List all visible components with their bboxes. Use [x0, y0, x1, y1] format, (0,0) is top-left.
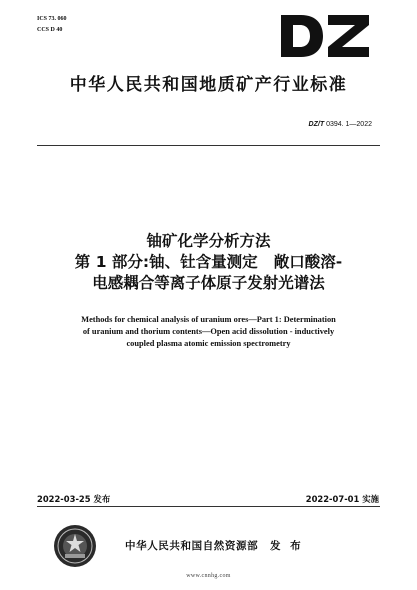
release-label: 发 布	[270, 540, 304, 552]
title-en-line-2: of uranium and thorium contents—Open acid dissolution - inductively	[82, 327, 335, 336]
title-zh-line-2: 第 1 部分:铀、钍含量测定 敞口酸溶-	[74, 253, 343, 271]
title-zh-line-3: 电感耦合等离子体原子发射光谱法	[92, 274, 325, 292]
dz-logo-letter-z	[328, 15, 369, 57]
title-zh-line-1: 铀矿化学分析方法	[146, 232, 271, 250]
ics-code: ICS 73. 060	[37, 16, 67, 22]
publish-date: 2022-03-25 发布	[37, 494, 111, 504]
implement-date: 2022-07-01 实施	[305, 494, 379, 504]
title-en-line-1: Methods for chemical analysis of uranium ores—Part 1: Determination	[81, 315, 336, 324]
dz-logo-letter-d	[281, 15, 323, 57]
dz-logo	[279, 13, 371, 59]
bottom-divider	[37, 506, 380, 507]
ccs-code: CCS D 40	[37, 27, 63, 33]
publisher-name: 中华人民共和国自然资源部	[125, 540, 259, 552]
title-en-line-3: coupled plasma atomic emission spectrometry	[126, 339, 291, 348]
top-divider	[37, 145, 380, 146]
watermark-url: www.cnnhg.com	[186, 573, 231, 579]
standard-prefix: DZ/T	[308, 121, 325, 128]
standard-code: 0394. 1—2022	[326, 121, 372, 128]
standard-number	[309, 120, 372, 129]
national-emblem-seal-icon	[53, 524, 97, 568]
issuer-title: 中华人民共和国地质矿产行业标准	[69, 75, 348, 95]
